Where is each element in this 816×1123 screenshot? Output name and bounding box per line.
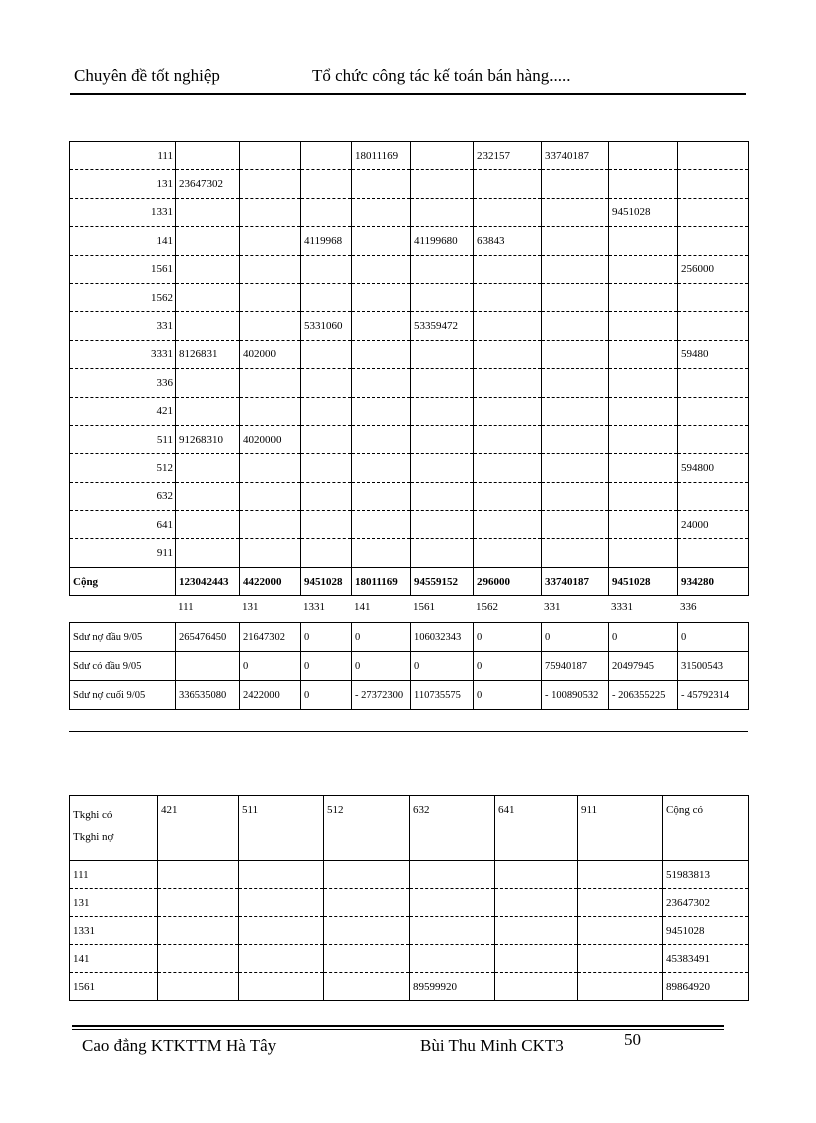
balance-amount-cell: 110735575 bbox=[411, 681, 474, 710]
balance-amount-cell: 0 bbox=[411, 652, 474, 681]
table-row bbox=[70, 889, 749, 917]
amount-cell bbox=[301, 369, 352, 397]
amount-cell bbox=[678, 369, 749, 397]
total-amount-cell: 9451028 bbox=[301, 567, 352, 595]
amount-cell bbox=[240, 397, 301, 425]
amount-cell bbox=[176, 312, 240, 340]
amount-cell bbox=[678, 283, 749, 311]
amount-cell: 4119968 bbox=[301, 227, 352, 255]
table-row bbox=[70, 312, 749, 340]
header-corner-cell bbox=[70, 796, 158, 861]
amount-cell bbox=[239, 861, 324, 889]
amount-cell bbox=[240, 198, 301, 226]
amount-cell bbox=[352, 454, 411, 482]
amount-cell: 23647302 bbox=[176, 170, 240, 198]
balance-label-cell: Sdư nợ cuối 9/05 bbox=[70, 681, 176, 710]
balance-amount-cell: 0 bbox=[542, 623, 609, 652]
balance-amount-cell: 21647302 bbox=[240, 623, 301, 652]
table-row bbox=[70, 283, 749, 311]
amount-cell bbox=[411, 170, 474, 198]
amount-cell: 402000 bbox=[240, 340, 301, 368]
amount-cell bbox=[474, 198, 542, 226]
column-label-row bbox=[69, 596, 748, 618]
balance-amount-cell: 31500543 bbox=[678, 652, 749, 681]
amount-cell bbox=[239, 889, 324, 917]
amount-cell bbox=[301, 142, 352, 170]
amount-cell bbox=[240, 227, 301, 255]
amount-cell bbox=[542, 369, 609, 397]
amount-cell bbox=[176, 198, 240, 226]
balance-amount-cell: 0 bbox=[474, 652, 542, 681]
balance-amount-cell: 265476450 bbox=[176, 623, 240, 652]
footer-school: Cao đẳng KTKTTM Hà Tây bbox=[82, 1036, 277, 1055]
amount-cell bbox=[542, 511, 609, 539]
table-row bbox=[70, 142, 749, 170]
amount-cell bbox=[609, 539, 678, 567]
amount-cell bbox=[410, 917, 495, 945]
amount-cell bbox=[678, 170, 749, 198]
amount-cell bbox=[410, 889, 495, 917]
amount-cell bbox=[678, 227, 749, 255]
section-divider bbox=[69, 731, 748, 732]
amount-cell bbox=[578, 973, 663, 1001]
amount-cell bbox=[352, 312, 411, 340]
table-row bbox=[70, 255, 749, 283]
column-header-cell: Cộng có bbox=[663, 796, 749, 861]
amount-cell: 63843 bbox=[474, 227, 542, 255]
amount-cell: 53359472 bbox=[411, 312, 474, 340]
amount-cell bbox=[176, 539, 240, 567]
balance-amount-cell: 0 bbox=[352, 652, 411, 681]
account-code-cell: 911 bbox=[70, 539, 176, 567]
column-label-cell: 141 bbox=[354, 601, 371, 613]
column-label-cell: 111 bbox=[178, 601, 194, 613]
column-header-cell: 511 bbox=[239, 796, 324, 861]
amount-cell bbox=[609, 369, 678, 397]
amount-cell bbox=[542, 198, 609, 226]
balance-amount-cell: - 206355225 bbox=[609, 681, 678, 710]
amount-cell bbox=[411, 539, 474, 567]
amount-cell bbox=[352, 425, 411, 453]
amount-cell bbox=[158, 973, 239, 1001]
amount-cell bbox=[411, 255, 474, 283]
amount-cell bbox=[678, 397, 749, 425]
account-code-cell: 331 bbox=[70, 312, 176, 340]
amount-cell bbox=[240, 511, 301, 539]
amount-cell bbox=[158, 861, 239, 889]
balance-row bbox=[70, 681, 749, 710]
amount-cell bbox=[301, 340, 352, 368]
amount-cell bbox=[352, 198, 411, 226]
amount-cell bbox=[324, 917, 410, 945]
amount-cell bbox=[609, 511, 678, 539]
amount-cell bbox=[240, 369, 301, 397]
amount-cell bbox=[158, 917, 239, 945]
amount-cell: 5331060 bbox=[301, 312, 352, 340]
balance-amount-cell: 0 bbox=[240, 652, 301, 681]
amount-cell bbox=[474, 511, 542, 539]
amount-cell bbox=[239, 945, 324, 973]
amount-cell bbox=[542, 340, 609, 368]
account-code-cell: 1561 bbox=[70, 973, 158, 1001]
amount-cell bbox=[324, 973, 410, 1001]
amount-cell bbox=[609, 170, 678, 198]
amount-cell bbox=[352, 539, 411, 567]
amount-cell bbox=[301, 454, 352, 482]
account-code-cell: 3331 bbox=[70, 340, 176, 368]
balance-amount-cell: 0 bbox=[474, 623, 542, 652]
amount-cell: 23647302 bbox=[663, 889, 749, 917]
table-row bbox=[70, 511, 749, 539]
amount-cell bbox=[542, 539, 609, 567]
ledger-table-2 bbox=[69, 795, 749, 1001]
amount-cell bbox=[578, 917, 663, 945]
account-code-cell: 131 bbox=[70, 889, 158, 917]
balance-label-cell: Sdư nợ đầu 9/05 bbox=[70, 623, 176, 652]
amount-cell bbox=[411, 142, 474, 170]
amount-cell bbox=[176, 511, 240, 539]
amount-cell bbox=[474, 170, 542, 198]
amount-cell bbox=[495, 889, 578, 917]
amount-cell: 33740187 bbox=[542, 142, 609, 170]
amount-cell bbox=[240, 482, 301, 510]
balance-amount-cell: 2422000 bbox=[240, 681, 301, 710]
amount-cell bbox=[474, 397, 542, 425]
amount-cell bbox=[324, 861, 410, 889]
table-row bbox=[70, 539, 749, 567]
amount-cell bbox=[158, 945, 239, 973]
amount-cell bbox=[542, 425, 609, 453]
footer-author: Bùi Thu Minh CKT3 bbox=[420, 1036, 564, 1055]
blank-cell bbox=[69, 596, 175, 618]
total-amount-cell: 18011169 bbox=[352, 567, 411, 595]
header-row bbox=[70, 796, 749, 861]
amount-cell bbox=[542, 227, 609, 255]
amount-cell bbox=[301, 397, 352, 425]
balance-amount-cell: 20497945 bbox=[609, 652, 678, 681]
column-label-cell: 331 bbox=[544, 601, 561, 613]
table-row bbox=[70, 170, 749, 198]
amount-cell bbox=[609, 454, 678, 482]
amount-cell: 256000 bbox=[678, 255, 749, 283]
amount-cell bbox=[301, 255, 352, 283]
account-code-cell: 421 bbox=[70, 397, 176, 425]
amount-cell bbox=[240, 539, 301, 567]
amount-cell bbox=[578, 861, 663, 889]
amount-cell bbox=[301, 482, 352, 510]
column-label-row bbox=[69, 596, 748, 618]
balance-amount-cell: 0 bbox=[301, 623, 352, 652]
account-code-cell: 1331 bbox=[70, 917, 158, 945]
column-label-cell: 131 bbox=[242, 601, 259, 613]
amount-cell bbox=[410, 861, 495, 889]
amount-cell bbox=[609, 227, 678, 255]
account-code-cell: 141 bbox=[70, 227, 176, 255]
amount-cell bbox=[474, 340, 542, 368]
amount-cell bbox=[324, 945, 410, 973]
account-code-cell: 336 bbox=[70, 369, 176, 397]
column-header-cell: 512 bbox=[324, 796, 410, 861]
total-amount-cell: 9451028 bbox=[609, 567, 678, 595]
amount-cell bbox=[474, 539, 542, 567]
amount-cell bbox=[301, 170, 352, 198]
amount-cell bbox=[301, 198, 352, 226]
amount-cell bbox=[542, 312, 609, 340]
amount-cell bbox=[176, 454, 240, 482]
amount-cell: 51983813 bbox=[663, 861, 749, 889]
amount-cell: 24000 bbox=[678, 511, 749, 539]
amount-cell bbox=[324, 889, 410, 917]
amount-cell bbox=[352, 511, 411, 539]
amount-cell bbox=[411, 283, 474, 311]
amount-cell bbox=[176, 369, 240, 397]
balance-amount-cell: 336535080 bbox=[176, 681, 240, 710]
amount-cell bbox=[301, 539, 352, 567]
amount-cell bbox=[578, 889, 663, 917]
header-left-title: Chuyên đề tốt nghiệp bbox=[74, 66, 220, 85]
total-amount-cell: 123042443 bbox=[176, 567, 240, 595]
amount-cell bbox=[176, 255, 240, 283]
balance-amount-cell: 0 bbox=[352, 623, 411, 652]
account-code-cell: 1331 bbox=[70, 198, 176, 226]
balance-label-cell: Sdư có đầu 9/05 bbox=[70, 652, 176, 681]
column-label-cell: 3331 bbox=[611, 601, 633, 613]
balance-amount-cell: 0 bbox=[609, 623, 678, 652]
amount-cell bbox=[609, 482, 678, 510]
amount-cell bbox=[411, 397, 474, 425]
page-number: 50 bbox=[624, 1030, 641, 1049]
amount-cell bbox=[495, 945, 578, 973]
balance-table bbox=[69, 622, 749, 710]
amount-cell bbox=[609, 425, 678, 453]
amount-cell bbox=[542, 255, 609, 283]
balance-amount-cell: 75940187 bbox=[542, 652, 609, 681]
amount-cell bbox=[609, 283, 678, 311]
amount-cell bbox=[352, 482, 411, 510]
amount-cell bbox=[352, 340, 411, 368]
amount-cell bbox=[542, 170, 609, 198]
amount-cell bbox=[240, 170, 301, 198]
amount-cell bbox=[474, 312, 542, 340]
balance-row bbox=[70, 623, 749, 652]
amount-cell bbox=[411, 454, 474, 482]
table-row bbox=[70, 425, 749, 453]
table-row bbox=[70, 227, 749, 255]
amount-cell bbox=[176, 227, 240, 255]
column-label-cell: 336 bbox=[680, 601, 697, 613]
amount-cell bbox=[578, 945, 663, 973]
account-code-cell: 632 bbox=[70, 482, 176, 510]
account-code-cell: 1562 bbox=[70, 283, 176, 311]
amount-cell bbox=[352, 369, 411, 397]
balance-amount-cell bbox=[176, 652, 240, 681]
column-label-cell: 1561 bbox=[413, 601, 435, 613]
total-row bbox=[70, 567, 749, 595]
balance-amount-cell: 0 bbox=[474, 681, 542, 710]
balance-amount-cell: 0 bbox=[301, 652, 352, 681]
amount-cell bbox=[411, 340, 474, 368]
amount-cell bbox=[176, 283, 240, 311]
account-code-cell: 111 bbox=[70, 861, 158, 889]
amount-cell bbox=[495, 917, 578, 945]
amount-cell: 45383491 bbox=[663, 945, 749, 973]
amount-cell bbox=[240, 255, 301, 283]
ledger-table-1 bbox=[69, 141, 749, 596]
account-code-cell: 131 bbox=[70, 170, 176, 198]
amount-cell: 18011169 bbox=[352, 142, 411, 170]
amount-cell: 41199680 bbox=[411, 227, 474, 255]
table-row bbox=[70, 482, 749, 510]
debit-account-label: Tkghi nợ bbox=[73, 831, 114, 843]
amount-cell bbox=[495, 973, 578, 1001]
amount-cell bbox=[411, 511, 474, 539]
header-right-title: Tổ chức công tác kế toán bán hàng..... bbox=[312, 66, 571, 85]
total-amount-cell: 94559152 bbox=[411, 567, 474, 595]
total-amount-cell: 296000 bbox=[474, 567, 542, 595]
total-label-cell: Cộng bbox=[70, 567, 176, 595]
amount-cell: 59480 bbox=[678, 340, 749, 368]
header-rule bbox=[70, 93, 746, 95]
amount-cell bbox=[176, 397, 240, 425]
table-row bbox=[70, 397, 749, 425]
amount-cell bbox=[609, 340, 678, 368]
table-row bbox=[70, 369, 749, 397]
amount-cell bbox=[411, 425, 474, 453]
amount-cell bbox=[352, 255, 411, 283]
amount-cell bbox=[352, 397, 411, 425]
amount-cell bbox=[678, 425, 749, 453]
amount-cell bbox=[609, 312, 678, 340]
amount-cell: 9451028 bbox=[663, 917, 749, 945]
amount-cell: 91268310 bbox=[176, 425, 240, 453]
amount-cell bbox=[239, 973, 324, 1001]
account-code-cell: 511 bbox=[70, 425, 176, 453]
amount-cell bbox=[176, 482, 240, 510]
amount-cell bbox=[474, 454, 542, 482]
amount-cell: 89864920 bbox=[663, 973, 749, 1001]
amount-cell bbox=[411, 369, 474, 397]
amount-cell bbox=[542, 283, 609, 311]
amount-cell bbox=[474, 425, 542, 453]
amount-cell: 594800 bbox=[678, 454, 749, 482]
amount-cell bbox=[411, 198, 474, 226]
amount-cell bbox=[474, 369, 542, 397]
footer-rule-thick bbox=[72, 1025, 724, 1027]
amount-cell bbox=[609, 142, 678, 170]
table-row bbox=[70, 454, 749, 482]
amount-cell bbox=[240, 283, 301, 311]
balance-row bbox=[70, 652, 749, 681]
account-code-cell: 512 bbox=[70, 454, 176, 482]
amount-cell bbox=[609, 397, 678, 425]
table-row bbox=[70, 945, 749, 973]
balance-amount-cell: 0 bbox=[678, 623, 749, 652]
account-code-cell: 141 bbox=[70, 945, 158, 973]
amount-cell bbox=[301, 511, 352, 539]
credit-account-label: Tkghi có bbox=[73, 809, 113, 821]
table-row bbox=[70, 340, 749, 368]
amount-cell bbox=[474, 255, 542, 283]
amount-cell bbox=[678, 539, 749, 567]
account-code-cell: 1561 bbox=[70, 255, 176, 283]
amount-cell bbox=[474, 283, 542, 311]
amount-cell bbox=[609, 255, 678, 283]
amount-cell bbox=[474, 482, 542, 510]
account-code-cell: 641 bbox=[70, 511, 176, 539]
amount-cell bbox=[158, 889, 239, 917]
amount-cell: 9451028 bbox=[609, 198, 678, 226]
column-label-cell: 1562 bbox=[476, 601, 498, 613]
amount-cell bbox=[678, 482, 749, 510]
amount-cell: 4020000 bbox=[240, 425, 301, 453]
amount-cell bbox=[542, 397, 609, 425]
amount-cell bbox=[542, 482, 609, 510]
amount-cell bbox=[678, 198, 749, 226]
total-amount-cell: 934280 bbox=[678, 567, 749, 595]
amount-cell bbox=[301, 283, 352, 311]
amount-cell: 232157 bbox=[474, 142, 542, 170]
balance-amount-cell: - 27372300 bbox=[352, 681, 411, 710]
balance-amount-cell: - 100890532 bbox=[542, 681, 609, 710]
amount-cell bbox=[240, 454, 301, 482]
amount-cell bbox=[495, 861, 578, 889]
column-label-cell: 1331 bbox=[303, 601, 325, 613]
amount-cell: 89599920 bbox=[410, 973, 495, 1001]
amount-cell bbox=[352, 170, 411, 198]
amount-cell bbox=[240, 142, 301, 170]
amount-cell bbox=[240, 312, 301, 340]
balance-amount-cell: - 45792314 bbox=[678, 681, 749, 710]
column-header-cell: 632 bbox=[410, 796, 495, 861]
amount-cell bbox=[352, 227, 411, 255]
amount-cell bbox=[301, 425, 352, 453]
table-row bbox=[70, 198, 749, 226]
column-header-cell: 421 bbox=[158, 796, 239, 861]
amount-cell: 8126831 bbox=[176, 340, 240, 368]
column-header-cell: 911 bbox=[578, 796, 663, 861]
column-header-cell: 641 bbox=[495, 796, 578, 861]
table-row bbox=[70, 973, 749, 1001]
balance-amount-cell: 106032343 bbox=[411, 623, 474, 652]
amount-cell bbox=[542, 454, 609, 482]
balance-amount-cell: 0 bbox=[301, 681, 352, 710]
total-amount-cell: 33740187 bbox=[542, 567, 609, 595]
amount-cell bbox=[239, 917, 324, 945]
table-row bbox=[70, 917, 749, 945]
amount-cell bbox=[678, 142, 749, 170]
table-row bbox=[70, 861, 749, 889]
amount-cell bbox=[352, 283, 411, 311]
amount-cell bbox=[410, 945, 495, 973]
amount-cell bbox=[176, 142, 240, 170]
amount-cell bbox=[411, 482, 474, 510]
total-amount-cell: 4422000 bbox=[240, 567, 301, 595]
account-code-cell: 111 bbox=[70, 142, 176, 170]
amount-cell bbox=[678, 312, 749, 340]
